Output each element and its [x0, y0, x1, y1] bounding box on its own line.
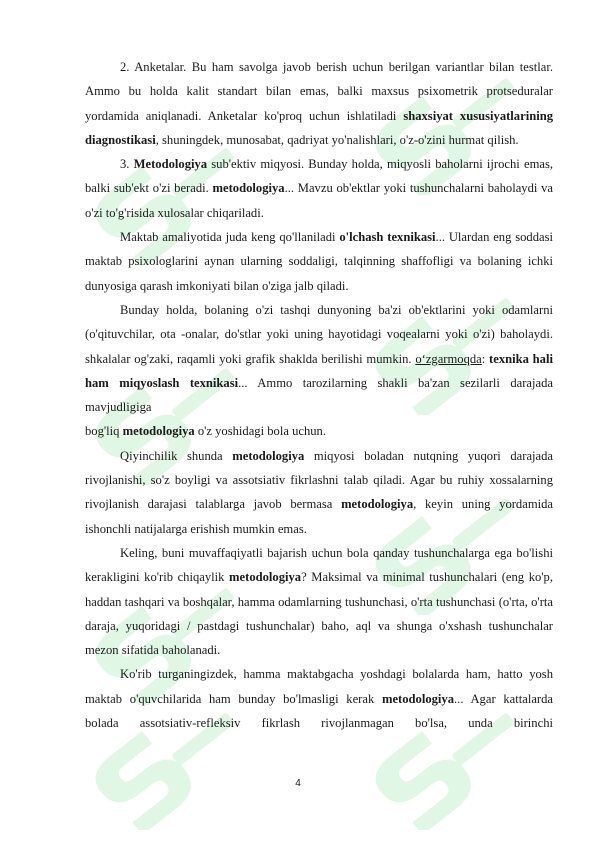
paragraph — [85, 55, 553, 152]
text-run: Qiyinchilik shunda — [120, 448, 233, 463]
text-run: Keling, buni muvaffaqiyatli bajarish uchun bola qanday tushunchalarga ega bo'lishi kerakligini ko'rib chiqaylik — [85, 545, 553, 585]
text-run: Ko'rib turganingizdek, hamma maktabgacha yoshdagi bolalarda ham, hatto yosh maktab o'quvchilarida ham bunday bo'lmasligi kerak — [85, 667, 553, 706]
bold-term: metodologiya — [122, 424, 195, 439]
bold-term: metodologiya — [341, 497, 414, 512]
bold-term: metodologiya — [229, 570, 302, 585]
inline-link[interactable]: o‘zgarmoqda — [415, 351, 482, 366]
page-number: 4 — [295, 778, 301, 789]
body-text — [85, 55, 553, 735]
paragraph — [85, 662, 553, 735]
bold-term: shaxsiyat xususiyatlarining diagnostikasi — [85, 108, 553, 147]
text-run: 2. Anketalar. Bu ham savolga javob berish uchun berilgan variantlar bilan testlar. Ammo bu holda kalit standart bilan emas, balki maxsus psixometrik protseduralar yordamida aniqlanadi. Anketalar ko'proq uchun ishlatiladi — [85, 60, 553, 123]
bold-term: texnika hali ham miqyoslash texnikasi — [85, 351, 553, 390]
text-run: miqyosi boladan nutqning yuqori darajada rivojlanishi, so'z boyligi va assotsiativ fikrlashni talab qiladi. Agar bu ruhiy xossalarning rivojlanish darajasi talablarga javob bermasa — [85, 448, 554, 512]
paragraph — [85, 298, 553, 419]
text-run: , shuningdek, munosabat, qadriyat yo'nalishlari, o'z-o'zini hurmat qilish. — [155, 132, 519, 147]
text-run: , keyin uning yordamida ishonchli natijalarga erishish mumkin emas. — [85, 497, 553, 536]
paragraph — [85, 225, 553, 298]
paragraph — [85, 541, 553, 662]
text-run: 3. — [120, 157, 134, 172]
text-run: ... Ulardan eng soddasi maktab psixologlarini aynan ularning soddaligi, talqinning shaffofligi va bolaning ichki dunyosiga qarash imkoniyati bilan o'ziga jalb qiladi. — [85, 230, 553, 293]
paragraph — [85, 444, 553, 541]
bold-term: metodologiya — [232, 448, 305, 463]
text-run: : — [481, 351, 490, 366]
paragraph — [85, 419, 553, 443]
text-run: sub'ektiv miqyosi. Bunday holda, miqyosli baholarni ijrochi emas, balki sub'ekt o'zi beradi. — [85, 157, 554, 196]
text-run: o'z yoshidagi bola uchun. — [194, 424, 327, 439]
text-run: ... Agar kattalarda bolada assotsiativ-refleksiv fikrlash rivojlanmagan bo'lsa, unda birinchi — [85, 691, 553, 731]
text-run: Bunday holda, bolaning o'zi tashqi dunyoning ba'zi ob'ektlarini yoki odamlarni (o'qituvchilar, ota -onalar, do'stlar yoki uning hayotidagi voqealarni yoki o'zi) baholaydi. shkalalar og'zaki, raqamli yoki grafik shaklda berilishi mumkin. — [85, 302, 553, 366]
bold-term: metodologiya — [381, 691, 455, 706]
text-run: ? Maksimal va minimal tushunchalari (eng ko'p, haddan tashqari va boshqalar, hamma odamlarning tushunchasi, o'rta tushunchasi (o'rta, o'rta daraja, yuqoridagi / pastdagi tushunchalar) baho, aql va shunga o'xshash tushunchalar mezon sifatida baholanadi. — [85, 570, 553, 658]
text-run: ... Ammo tarozilarning shakli ba'zan sezilarli darajada mavjudligiga — [85, 375, 553, 415]
text-run: ... Mavzu ob'ektlar yoki tushunchalarni baholaydi va o'zi to'g'risida xulosalar chiqariladi. — [85, 181, 553, 220]
bold-term: Metodologiya — [133, 157, 208, 172]
bold-term: metodologiya — [212, 181, 285, 196]
text-run: Maktab amaliyotida juda keng qo'llaniladi — [120, 230, 340, 245]
bold-term: o'lchash texnikasi — [339, 230, 436, 245]
paragraph — [85, 152, 553, 225]
text-run: bog'liq — [85, 424, 123, 439]
